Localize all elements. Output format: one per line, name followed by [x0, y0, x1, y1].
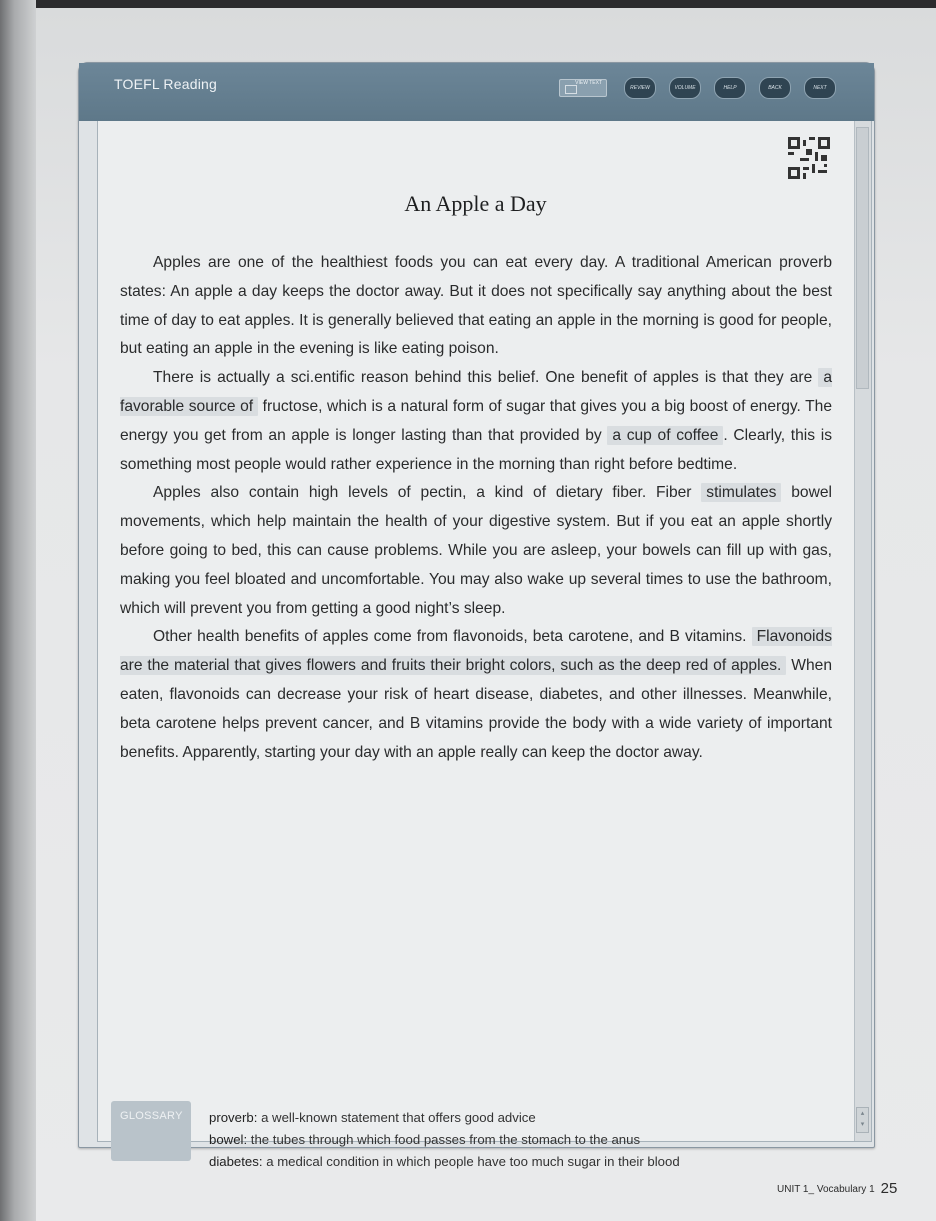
- page-number: 25: [880, 1180, 898, 1197]
- back-button[interactable]: [759, 77, 791, 99]
- view-text-label: VIEW TEXT: [575, 80, 602, 86]
- back-label: BACK: [768, 85, 782, 91]
- passage-body[interactable]: [120, 249, 832, 767]
- paragraph-4-text-b: When eaten, flavonoids can decrease your risk of heart disease, diabetes, and other illnesses. Meanwhile, beta carotene helps prevent cancer, and B vitamins provide the body with a wide variety of important benefits. Apparently, starting your day with an apple really can keep the doctor away.: [120, 657, 832, 761]
- view-text-button[interactable]: [559, 79, 607, 97]
- paragraph-4: [120, 623, 832, 767]
- paragraph-2: [120, 364, 832, 479]
- qr-code-icon: [788, 137, 830, 179]
- reading-panel: [97, 121, 872, 1169]
- title-bar: [79, 63, 874, 121]
- next-label: NEXT: [813, 85, 827, 91]
- view-text-icon: [565, 85, 577, 94]
- glossary-entry: [209, 1151, 809, 1173]
- highlight-cup-of-coffee[interactable]: a cup of coffee: [607, 426, 723, 445]
- paragraph-4-text-a: Other health benefits of apples come from flavonoids, beta carotene, and B vitamins.: [153, 628, 752, 646]
- glossary-list: [209, 1107, 809, 1173]
- glossary-entry: [209, 1129, 809, 1151]
- paragraph-2-text-a: There is actually a sci.entific reason behind this belief. One benefit of apples is that they are: [153, 369, 819, 387]
- paragraph-2-text-b: fructose, which is a natural form of sugar that gives you a big boost of energy. The energy you get from an apple is longer lasting than that provided by: [120, 397, 832, 444]
- glossary-entry: [209, 1107, 809, 1129]
- book-binding: [0, 0, 36, 1221]
- paragraph-3-text-a: Apples also contain high levels of pectin, a kind of dietary fiber. Fiber: [153, 484, 702, 502]
- scroll-thumb[interactable]: [856, 127, 869, 389]
- paragraph-2-text-c: . Clearly, this is something most people would rather experience in the morning than right before bedtime.: [120, 426, 833, 473]
- page-footer: [777, 1180, 897, 1197]
- top-shadow: [0, 0, 936, 8]
- app-title: TOEFL Reading: [114, 76, 217, 92]
- toefl-reading-window: [78, 62, 875, 1169]
- passage-title: An Apple a Day: [404, 191, 547, 216]
- help-button[interactable]: [714, 77, 746, 99]
- glossary-definition: the tubes through which food passes from the stomach to the anus: [250, 1132, 641, 1147]
- glossary-term: diabetes:: [209, 1154, 263, 1169]
- highlight-favorable-source[interactable]: a favorable source of: [120, 369, 832, 415]
- paragraph-1-text: Apples are one of the healthiest foods you can eat every day. A traditional American proverb states: An apple a day keeps the doctor away. But it does not specifically say anything about the best time of day to eat apples. It is generally believed that eating an apple in the morning is good for people, but eating an apple in the evening is like eating poison.: [120, 254, 832, 358]
- glossary-definition: a medical condition in which people have too much sugar in their blood: [266, 1154, 680, 1169]
- highlight-stimulates[interactable]: stimulates: [701, 483, 781, 502]
- paragraph-3: [120, 479, 832, 623]
- paragraph-1: [120, 249, 832, 364]
- vertical-scrollbar[interactable]: [854, 121, 871, 1141]
- highlight-flavonoids-sentence[interactable]: Flavonoids are the material that gives flowers and fruits their bright colors, such as the deep red of apples.: [120, 628, 832, 675]
- volume-button[interactable]: [669, 77, 701, 99]
- glossary-term: proverb:: [209, 1110, 258, 1125]
- help-label: HELP: [723, 85, 737, 91]
- glossary-term: bowel:: [209, 1132, 248, 1147]
- footer-section: UNIT 1_ Vocabulary 1: [777, 1184, 875, 1195]
- paragraph-3-text-b: bowel movements, which help maintain the health of your digestive system. But if you eat an apple shortly before going to bed, this can cause problems. While you are asleep, your bowels can fill up with gas, making you feel bloated and uncomfortable. You may also wake up several times to use the bathroom, which will prevent you from getting a good night’s sleep.: [120, 484, 832, 617]
- volume-label: VOLUME: [674, 85, 696, 91]
- next-button[interactable]: [804, 77, 836, 99]
- review-label: REVIEW: [630, 85, 650, 91]
- scroll-arrows-icon[interactable]: ▴ ▾: [856, 1107, 869, 1133]
- review-button[interactable]: [624, 77, 656, 99]
- glossary-label: GLOSSARY: [111, 1101, 191, 1161]
- glossary-definition: a well-known statement that offers good advice: [261, 1110, 536, 1125]
